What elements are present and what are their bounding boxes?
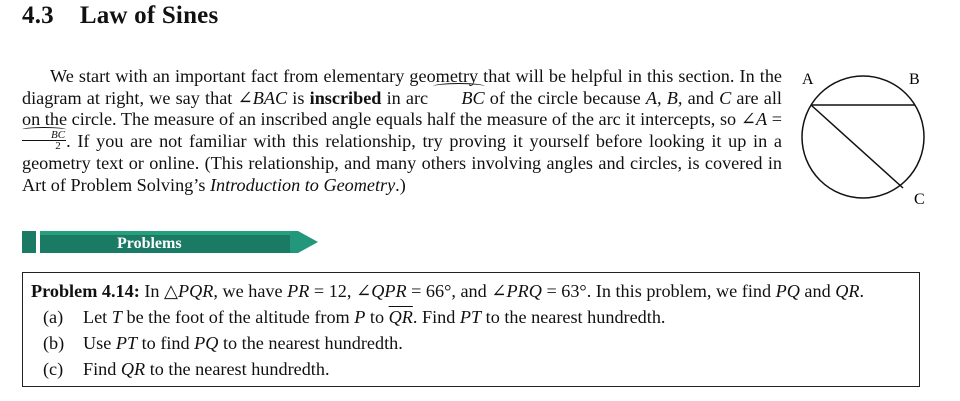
- part-text: to find: [137, 333, 195, 353]
- part-label: (c): [43, 359, 64, 379]
- part-label: (b): [43, 333, 65, 353]
- part-text: to: [365, 307, 389, 327]
- fraction-numerator-text: BC: [51, 129, 66, 142]
- part-text: Let: [83, 307, 112, 327]
- intro-text-2: is: [287, 87, 310, 108]
- problem-text-7: .: [859, 281, 865, 301]
- section-number: 4.3: [22, 2, 54, 29]
- side-qr: QR: [835, 281, 860, 301]
- label-b: B: [909, 71, 920, 88]
- intro-text-8: are all on the circle. The measure of an inscribed angle equals half the measure of the arc it intercepts, so: [22, 87, 782, 130]
- angle-bac: ∠BAC: [237, 87, 288, 108]
- inscribed-angle-diagram: [796, 60, 936, 210]
- segment-pq: PQ: [194, 333, 219, 353]
- points-ab: A, B,: [645, 87, 683, 108]
- point-p: P: [354, 307, 366, 327]
- triangle-pqr: PQR: [178, 281, 214, 301]
- fraction-arc-half: [22, 130, 66, 151]
- angle-a: ∠A: [740, 109, 768, 130]
- banner-arrow: [290, 231, 318, 253]
- problem-text-3: = 12, ∠: [309, 281, 372, 301]
- intro-text-3: in arc: [381, 87, 434, 108]
- fraction-denominator: 2: [22, 140, 66, 151]
- fraction-numerator: [22, 130, 66, 140]
- segment-pt: PT: [115, 333, 138, 353]
- problem-text-5: = 63°. In this problem, we find: [541, 281, 776, 301]
- problem-text-1: In △: [139, 281, 179, 301]
- part-text: Use: [83, 333, 116, 353]
- intro-text-6: and: [682, 87, 720, 108]
- intro-text-4: of the circle because: [484, 87, 646, 108]
- section-heading: [22, 2, 218, 30]
- angle-prq: PRQ: [506, 281, 542, 301]
- part-a: [31, 304, 911, 330]
- part-label: (a): [43, 307, 64, 327]
- chord-ac: [811, 105, 903, 188]
- circle: [802, 76, 924, 198]
- book-title: Introduction to Geometry: [209, 174, 396, 195]
- problem-statement: [31, 278, 911, 304]
- segment-pt: PT: [459, 307, 482, 327]
- arc-bc-label: BC: [461, 87, 485, 108]
- part-text: to the nearest hundredth.: [481, 307, 666, 327]
- point-c: C: [719, 87, 732, 108]
- segment-qr: QR: [120, 359, 146, 379]
- part-text: Find: [83, 359, 121, 379]
- problem-box: [22, 272, 920, 387]
- intro-text-9: . If you are not familiar with this relationship, try proving it yourself before looking it up in a geometry text or online. (This relationship, and many others involving angles and circles, is covered in Art of Problem Solving’s: [22, 130, 782, 195]
- part-text: to the nearest hundredth.: [145, 359, 330, 379]
- label-a: A: [802, 71, 814, 88]
- intro-text-10: .): [395, 174, 406, 195]
- banner-stub: [22, 231, 36, 253]
- side-pq: PQ: [775, 281, 800, 301]
- problem-text-6: and: [799, 281, 836, 301]
- problem-text-2: , we have: [213, 281, 288, 301]
- part-text: be the foot of the altitude from: [121, 307, 355, 327]
- intro-paragraph: [22, 66, 782, 196]
- section-title: Law of Sines: [79, 2, 219, 29]
- arc-bc: [433, 88, 484, 110]
- segment-qr: $\overline{QR}$: [388, 307, 413, 327]
- label-c: C: [914, 191, 925, 208]
- intro-text: [22, 66, 782, 196]
- part-c: [31, 356, 911, 382]
- side-pr: PR: [287, 281, 310, 301]
- term-inscribed: inscribed: [309, 87, 382, 108]
- part-text: to the nearest hundredth.: [218, 333, 403, 353]
- problem-parts: [31, 304, 911, 382]
- problems-banner: [22, 228, 322, 256]
- part-text: . Find: [412, 307, 460, 327]
- problem-text-4: = 66°, and ∠: [406, 281, 507, 301]
- intro-text-1: We start with an important fact from elementary geometry that will be helpful in this section. In the diagram at right, we say that: [22, 66, 782, 108]
- point-t: T: [111, 307, 122, 327]
- arc-mark: [433, 83, 484, 90]
- angle-qpr: QPR: [371, 281, 407, 301]
- problem-label: Problem 4.14:: [31, 281, 140, 301]
- equals-sign: =: [767, 109, 782, 130]
- banner-label: Problems: [117, 235, 182, 252]
- part-b: [31, 330, 911, 356]
- arc-mark-small: [22, 127, 66, 132]
